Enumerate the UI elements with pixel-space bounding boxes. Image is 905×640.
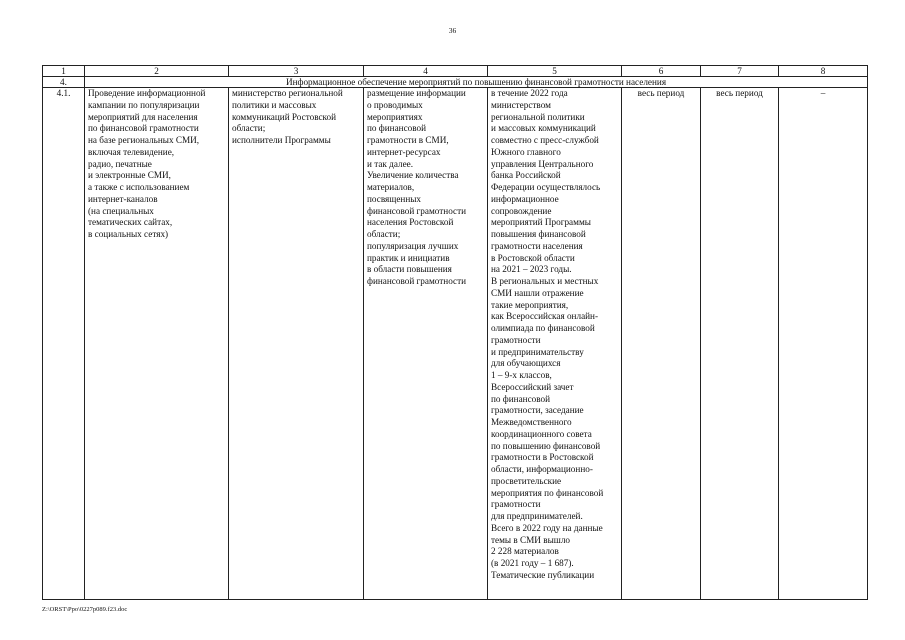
cell-line: темы в СМИ вышло (491, 534, 571, 545)
cell-line: совместно с пресс-службой (491, 135, 599, 145)
cell-line: коммуникаций Ростовской (232, 111, 337, 122)
cell-line: грамотности (491, 499, 541, 510)
cell-line: грамотности в Ростовской (491, 452, 594, 463)
notes-cell: – (779, 88, 868, 600)
cell-line: министерством (491, 99, 551, 110)
cell-line: СМИ нашли отражение (491, 287, 584, 298)
cell-line: координационного совета (491, 428, 592, 439)
column-number: 7 (701, 66, 779, 77)
page-number: 36 (448, 26, 457, 35)
cell-line: грамотности в СМИ, (367, 135, 449, 145)
cell-line: на базе региональных СМИ, (88, 135, 200, 145)
cell-line: по финансовой (491, 393, 551, 404)
cell-line: посвященных (367, 193, 422, 204)
cell-line: Всероссийский зачет (491, 381, 574, 392)
table-row (43, 88, 868, 600)
cell-line: просветительские (491, 475, 562, 486)
cell-line: олимпиада по финансовой (491, 323, 595, 333)
cell-line: Увеличение количества (367, 170, 459, 181)
cell-line: мероприятиях (367, 111, 423, 122)
cell-line: (на специальных (88, 205, 154, 216)
cell-line: В региональных и местных (491, 276, 599, 286)
cell-line: по повышению финансовой (491, 440, 601, 451)
cell-line: такие мероприятия, (491, 299, 569, 310)
cell-line: области, информационно- (491, 464, 593, 474)
cell-line: в Ростовской области (491, 252, 575, 263)
cell-line: области; (367, 229, 401, 239)
cell-line: и так далее. (367, 158, 414, 169)
cell-line: интернет-ресурсах (367, 146, 441, 157)
cell-line: мероприятия по финансовой (491, 487, 604, 498)
cell-line: Проведение информационной (88, 88, 206, 98)
cell-line: по финансовой (367, 123, 427, 134)
cell-line: интернет-каналов (88, 193, 158, 204)
cell-line: популяризация лучших (367, 240, 459, 251)
column-number: 2 (85, 66, 229, 77)
column-number-row (43, 66, 868, 77)
cell-line: практик и инициатив (367, 252, 450, 263)
cell-line: как Всероссийская онлайн- (491, 311, 599, 322)
actual-period-cell: весь период (701, 88, 779, 600)
cell-line: области; (232, 123, 266, 134)
cell-line: о проводимых (367, 99, 423, 110)
section-title: Информационное обеспечение мероприятий по повышению финансовой грамотности населения (85, 77, 868, 88)
section-number: 4. (43, 77, 85, 88)
cell-line: и электронные СМИ, (88, 170, 171, 181)
cell-line: в течение 2022 года (491, 88, 568, 98)
file-path-footer: Z:\ORST\Ppo\0227p089.f23.doc (42, 606, 128, 613)
cell-line: грамотности, заседание (491, 405, 584, 416)
cell-line: на 2021 – 2023 годы. (491, 264, 572, 275)
activity-cell (85, 88, 229, 600)
cell-line: и массовых коммуникаций (491, 123, 596, 134)
cell-line: 1 – 9-х классов, (491, 370, 552, 380)
cell-line: управления Центрального (491, 158, 594, 169)
cell-line: и предпринимательству (491, 346, 584, 357)
cell-line: Всего в 2022 году на данные (491, 522, 603, 533)
planned-period-cell: весь период (622, 88, 701, 600)
cell-line: Межведомственного (491, 417, 572, 427)
executors-cell (229, 88, 364, 600)
cell-line: мероприятий для населения (88, 111, 198, 122)
cell-line: грамотности населения (491, 240, 583, 251)
cell-line: финансовой грамотности (367, 276, 467, 286)
cell-line: тематических сайтах, (88, 217, 173, 228)
cell-line: сопровождение (491, 205, 552, 216)
cell-line: радио, печатные (88, 158, 152, 169)
cell-line: включая телевидение, (88, 146, 175, 157)
cell-line: 2 228 материалов (491, 546, 559, 557)
cell-line: исполнители Программы (232, 135, 331, 145)
cell-line: региональной политики (491, 111, 585, 122)
cell-line: кампании по популяризации (88, 99, 200, 110)
expected-result-cell (364, 88, 488, 600)
cell-line: министерство региональной (232, 88, 343, 98)
cell-line: для обучающихся (491, 358, 561, 369)
column-number: 4 (364, 66, 488, 77)
column-number: 6 (622, 66, 701, 77)
column-number: 8 (779, 66, 868, 77)
cell-line: (в 2021 году – 1 687). (491, 558, 574, 568)
cell-line: Южного главного (491, 146, 561, 157)
cell-line: грамотности (491, 334, 541, 345)
column-number: 3 (229, 66, 364, 77)
cell-line: информационное (491, 193, 559, 204)
cell-line: а также с использованием (88, 182, 190, 192)
cell-line: финансовой грамотности (367, 205, 467, 216)
cell-line: материалов, (367, 182, 415, 192)
cell-line: мероприятий Программы (491, 217, 591, 228)
column-number: 1 (43, 66, 85, 77)
cell-line: банка Российской (491, 170, 561, 181)
section-row (43, 77, 868, 88)
cell-line: Федерации осуществлялось (491, 182, 601, 192)
cell-line: повышения финансовой (491, 229, 586, 239)
cell-line: политики и массовых (232, 99, 317, 110)
row-number: 4.1. (43, 88, 85, 600)
cell-line: размещение информации (367, 88, 466, 98)
cell-line: в социальных сетях) (88, 229, 169, 239)
cell-line: населения Ростовской (367, 217, 454, 228)
cell-line: в области повышения (367, 264, 452, 275)
cell-line: для предпринимателей. (491, 511, 583, 521)
cell-line: Тематические публикации (491, 569, 595, 580)
cell-line: по финансовой грамотности (88, 123, 199, 134)
implementation-cell (488, 88, 622, 600)
column-number: 5 (488, 66, 622, 77)
report-table (42, 65, 868, 600)
